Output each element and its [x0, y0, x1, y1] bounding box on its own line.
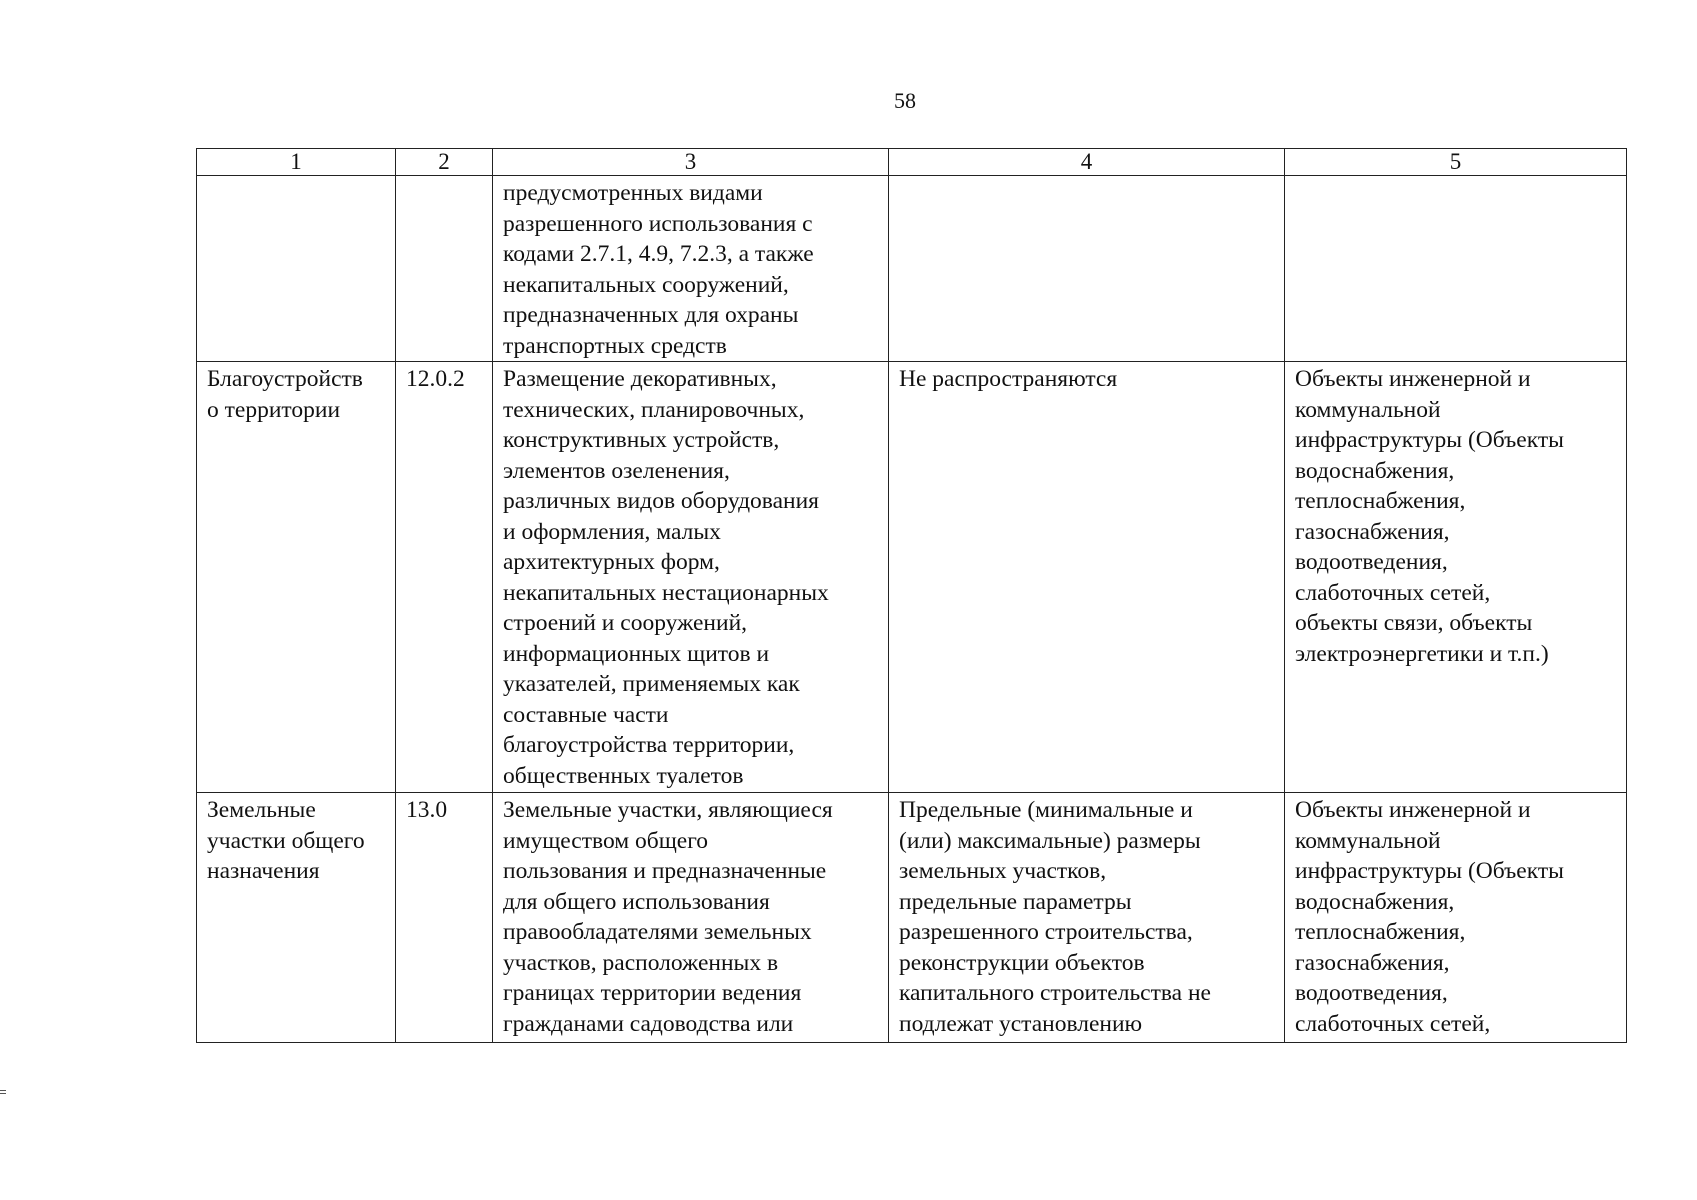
cell-text-line: водоснабжения, [1295, 888, 1455, 915]
auxiliary-uses-cell [1285, 176, 1627, 362]
column-header-3: 3 [493, 149, 889, 176]
cell-text-line: земельных участков, [899, 858, 1107, 884]
cell-text-line: Земельные [207, 797, 316, 823]
use-name-cell [197, 176, 396, 362]
cell-text-line: указателей, применяемых как [503, 671, 800, 697]
use-name-cell [197, 793, 396, 1043]
cell-text-line: Размещение декоративных, [503, 366, 777, 392]
cell-text-line: предусмотренных видами [503, 180, 763, 206]
cell-text-line: Предельные (минимальные и [899, 797, 1193, 823]
cell-text-line: электроэнергетики и т.п.) [1295, 640, 1549, 667]
auxiliary-uses-cell [1285, 793, 1627, 1043]
cell-text-line: предназначенных для охраны [503, 302, 799, 328]
cell-text-line: разрешенного строительства, [899, 919, 1193, 945]
cell-text-line: предельные параметры [899, 888, 1132, 915]
cell-text-line: подлежат установлению [899, 1010, 1143, 1037]
cell-text-line: элементов озеленения, [503, 457, 730, 484]
cell-text-line: транспортных средств [503, 332, 727, 359]
cell-text-line: теплоснабжения, [1295, 919, 1466, 945]
cell-text-line: инфраструктуры (Объекты [1295, 427, 1564, 453]
cell-text-line: конструктивных устройств, [503, 427, 780, 453]
use-name-cell [197, 362, 396, 793]
cell-text-line: благоустройства территории, [503, 732, 795, 758]
use-code-cell [396, 793, 493, 1043]
use-code-cell [396, 362, 493, 793]
cell-text-line: правообладателями земельных [503, 919, 812, 945]
cell-text-line: теплоснабжения, [1295, 488, 1466, 514]
cell-text-line: инфраструктуры (Объекты [1295, 858, 1564, 884]
cell-text-line: и оформления, малых [503, 518, 721, 545]
column-header-5: 5 [1285, 149, 1627, 176]
column-header-4: 4 [889, 149, 1285, 176]
parameters-cell [889, 362, 1285, 793]
cell-text-line: слаботочных сетей, [1295, 579, 1491, 606]
cell-text-line: пользования и предназначенные [503, 858, 827, 884]
cell-text-line: 13.0 [406, 797, 448, 823]
cell-text-line: разрешенного использования с [503, 210, 813, 237]
cell-text-line: газоснабжения, [1295, 518, 1450, 545]
cell-text-line: Земельные участки, являющиеся [503, 797, 833, 823]
cell-text-line: коммунальной [1295, 396, 1441, 423]
margin-mark [0, 1090, 6, 1094]
cell-text-line: для общего использования [503, 888, 770, 915]
cell-text-line: границах территории ведения [503, 980, 802, 1006]
table-row [197, 362, 1627, 793]
cell-text-line: слаботочных сетей, [1295, 1010, 1491, 1037]
cell-text-line: газоснабжения, [1295, 949, 1450, 976]
cell-text-line: Благоустройств [207, 366, 363, 392]
cell-text-line: участков, расположенных в [503, 949, 779, 976]
cell-text-line: назначения [207, 858, 320, 884]
cell-text-line: некапитальных сооружений, [503, 271, 789, 298]
cell-text-line: составные части [503, 701, 669, 728]
parameters-cell [889, 793, 1285, 1043]
cell-text-line: 12.0.2 [406, 366, 465, 392]
cell-text-line: капитального строительства не [899, 980, 1211, 1006]
column-header-2: 2 [396, 149, 493, 176]
use-description-cell [493, 362, 889, 793]
cell-text-line: гражданами садоводства или [503, 1010, 794, 1037]
use-description-cell [493, 176, 889, 362]
cell-text-line: объекты связи, объекты [1295, 610, 1533, 636]
cell-text-line: имуществом общего [503, 827, 709, 854]
cell-text-line: различных видов оборудования [503, 488, 819, 514]
table-row [197, 176, 1627, 362]
auxiliary-uses-cell [1285, 362, 1627, 793]
cell-text-line: участки общего [207, 827, 365, 854]
cell-text-line: технических, планировочных, [503, 396, 805, 423]
cell-text-line: Объекты инженерной и [1295, 797, 1531, 823]
cell-text-line: кодами 2.7.1, 4.9, 7.2.3, а также [503, 241, 814, 267]
cell-text-line: о территории [207, 396, 341, 423]
cell-text-line: общественных туалетов [503, 762, 744, 789]
cell-text-line: Не распространяются [899, 366, 1118, 392]
cell-text-line: строений и сооружений, [503, 610, 748, 636]
use-description-cell [493, 793, 889, 1043]
table-row [197, 793, 1627, 1043]
cell-text-line: информационных щитов и [503, 640, 770, 667]
cell-text-line: водоснабжения, [1295, 457, 1455, 484]
use-code-cell [396, 176, 493, 362]
cell-text-line: реконструкции объектов [899, 949, 1145, 976]
page-number: 58 [894, 88, 916, 113]
table-header-row [197, 149, 1627, 176]
column-header-1: 1 [197, 149, 396, 176]
cell-text-line: водоотведения, [1295, 980, 1448, 1006]
cell-text-line: коммунальной [1295, 827, 1441, 854]
parameters-cell [889, 176, 1285, 362]
cell-text-line: (или) максимальные) размеры [899, 827, 1201, 854]
zoning-table [196, 148, 1627, 1043]
cell-text-line: Объекты инженерной и [1295, 366, 1531, 392]
cell-text-line: водоотведения, [1295, 549, 1448, 575]
cell-text-line: некапитальных нестационарных [503, 579, 829, 606]
cell-text-line: архитектурных форм, [503, 549, 720, 575]
